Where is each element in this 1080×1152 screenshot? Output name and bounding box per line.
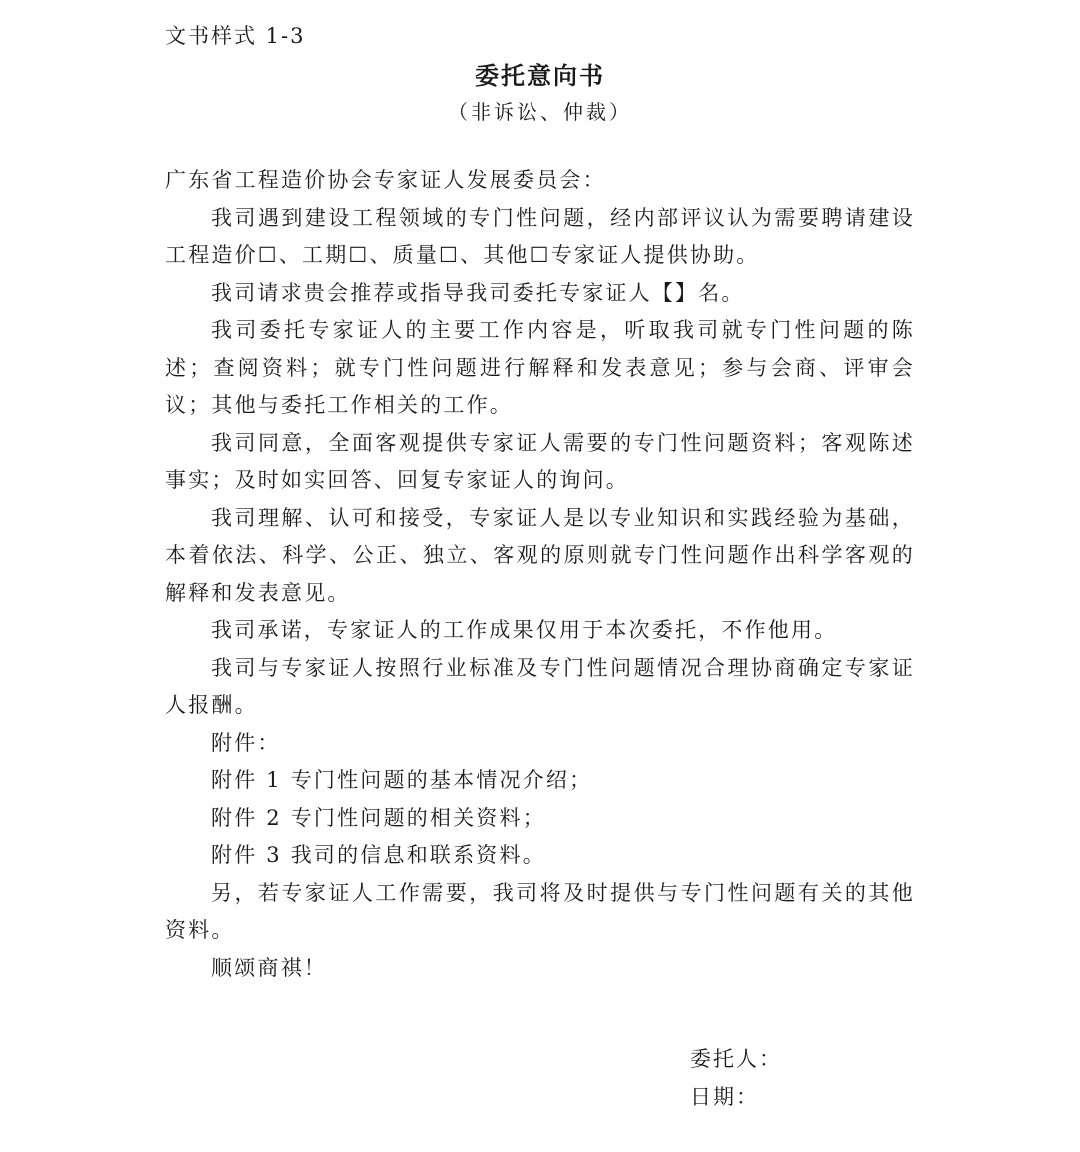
date-label: 日期：: [690, 1085, 759, 1109]
closing-salutation: 顺颂商祺！: [211, 955, 327, 980]
paragraph-remuneration: 我司与专家证人按照行业标准及专门性问题情况合理协商确定专家证人报酬。: [165, 655, 915, 717]
paragraph-understanding: 我司理解、认可和接受，专家证人是以专业知识和实践经验为基础，本着依法、科学、公正、独立、客观的原则就专门性问题作出科学客观的解释和发表意见。: [165, 505, 915, 605]
paragraph-commitment: 我司承诺，专家证人的工作成果仅用于本次委托，不作他用。: [211, 618, 838, 642]
document-subtitle: （非诉讼、仲裁）: [448, 100, 632, 124]
document-title: 委托意向书: [475, 62, 605, 90]
form-number: 文书样式 1-3: [165, 24, 306, 48]
paragraph-work-content: 我司委托专家证人的主要工作内容是，听取我司就专门性问题的陈述；查阅资料；就专门性问题进行解释和发表意见；参与会商、评审会议；其他与委托工作相关的工作。: [165, 318, 915, 417]
paragraph-expert-need: 我司遇到建设工程领域的专门性问题，经内部评议认为需要聘请建设工程造价☐、工期☐、质量☐、其他☐专家证人提供协助。: [165, 205, 915, 267]
paragraph-agreement: 我司同意，全面客观提供专家证人需要的专门性问题资料；客观陈述事实；及时如实回答、回复专家证人的询问。: [165, 430, 915, 492]
attachment-item: 附件 1 专门性问题的基本情况介绍；: [211, 768, 593, 792]
signature-block: [690, 1040, 782, 1116]
paragraph-recommend-request: 我司请求贵会推荐或指导我司委托专家证人【】名。: [211, 280, 745, 305]
attachment-item: 附件 3 我司的信息和联系资料。: [211, 843, 546, 867]
attachment-item: 附件 2 专门性问题的相关资料；: [211, 805, 546, 830]
addressee: 广东省工程造价协会专家证人发展委员会：: [165, 168, 606, 192]
client-label: 委托人：: [690, 1047, 782, 1071]
attachments-heading: 附件：: [211, 730, 281, 755]
paragraph-additional: 另，若专家证人工作需要，我司将及时提供与专门性问题有关的其他资料。: [165, 880, 915, 942]
letter-body: [165, 162, 915, 987]
